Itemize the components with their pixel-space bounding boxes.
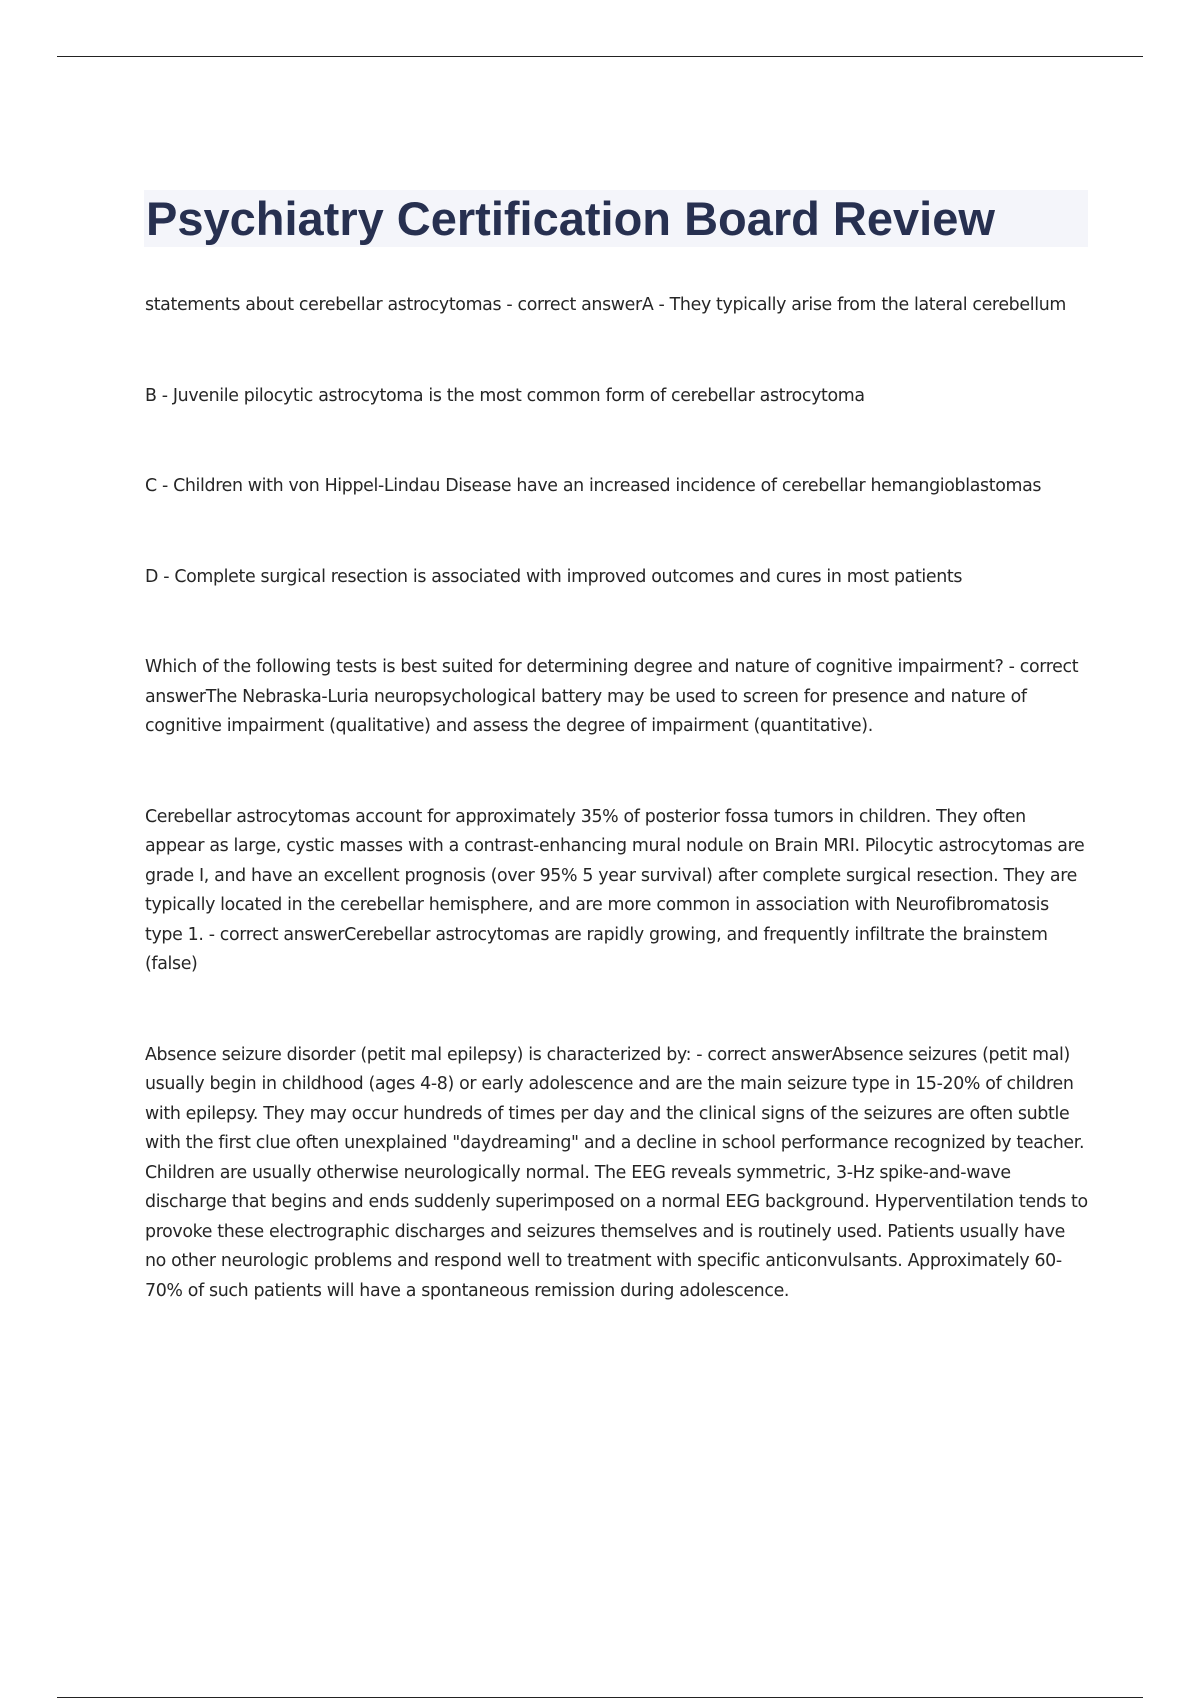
document-title: Psychiatry Certification Board Review xyxy=(146,192,995,245)
paragraph-option-c: C - Children with von Hippel-Lindau Disease have an increased incidence of cerebellar hemangioblastomas xyxy=(145,476,1042,496)
paragraph-option-b: B - Juvenile pilocytic astrocytoma is the most common form of cerebellar astrocytoma xyxy=(145,385,865,406)
footer-rule xyxy=(57,1697,1143,1698)
paragraph-cognitive-impairment: Which of the following tests is best suited for determining degree and nature of cognitive impairment? - correct answerThe Nebraska-Luria neuropsychological battery may be used to screen for presence and nature of cognitive impairment (qualitative) and assess the degree of impairment (quantitative). xyxy=(145,657,1079,736)
paragraph-cerebellar-question: statements about cerebellar astrocytomas - correct answerA - They typically arise from the lateral cerebellum xyxy=(145,295,1066,315)
header-rule xyxy=(57,56,1143,57)
paragraph-option-d: D - Complete surgical resection is associated with improved outcomes and cures in most patients xyxy=(145,566,963,587)
paragraph-astrocytoma-facts: Cerebellar astrocytomas account for approximately 35% of posterior fossa tumors in children. They often appear as large, cystic masses with a contrast-enhancing mural nodule on Brain MRI. Pilocytic astrocytomas are grade I, and have an excellent prognosis (over 95% 5 year survival) after complete surgical resection. They are typically located in the cerebellar hemisphere, and are more common in association with Neurofibromatosis type 1. - correct answerCerebellar astrocytomas are rapidly growing, and frequently infiltrate the brainstem (false) xyxy=(145,806,1085,974)
document-body xyxy=(145,291,1090,1306)
paragraph-absence-seizure: Absence seizure disorder (petit mal epilepsy) is characterized by: - correct answerAbsence seizures (petit mal) usually begin in childhood (ages 4-8) or early adolescence and are the main seizure type in 15-20% of children with epilepsy. They may occur hundreds of times per day and the clinical signs of the seizures are often subtle with the first clue often unexplained "daydreaming" and a decline in school performance recognized by teacher. Children are usually otherwise neurologically normal. The EEG reveals symmetric, 3-Hz spike-and-wave discharge that begins and ends suddenly superimposed on a normal EEG background. Hyperventilation tends to provoke these electrographic discharges and seizures themselves and is routinely used. Patients usually have no other neurologic problems and respond well to treatment with specific anticonvulsants. Approximately 60-70% of such patients will have a spontaneous remission during adolescence. xyxy=(145,1044,1088,1301)
